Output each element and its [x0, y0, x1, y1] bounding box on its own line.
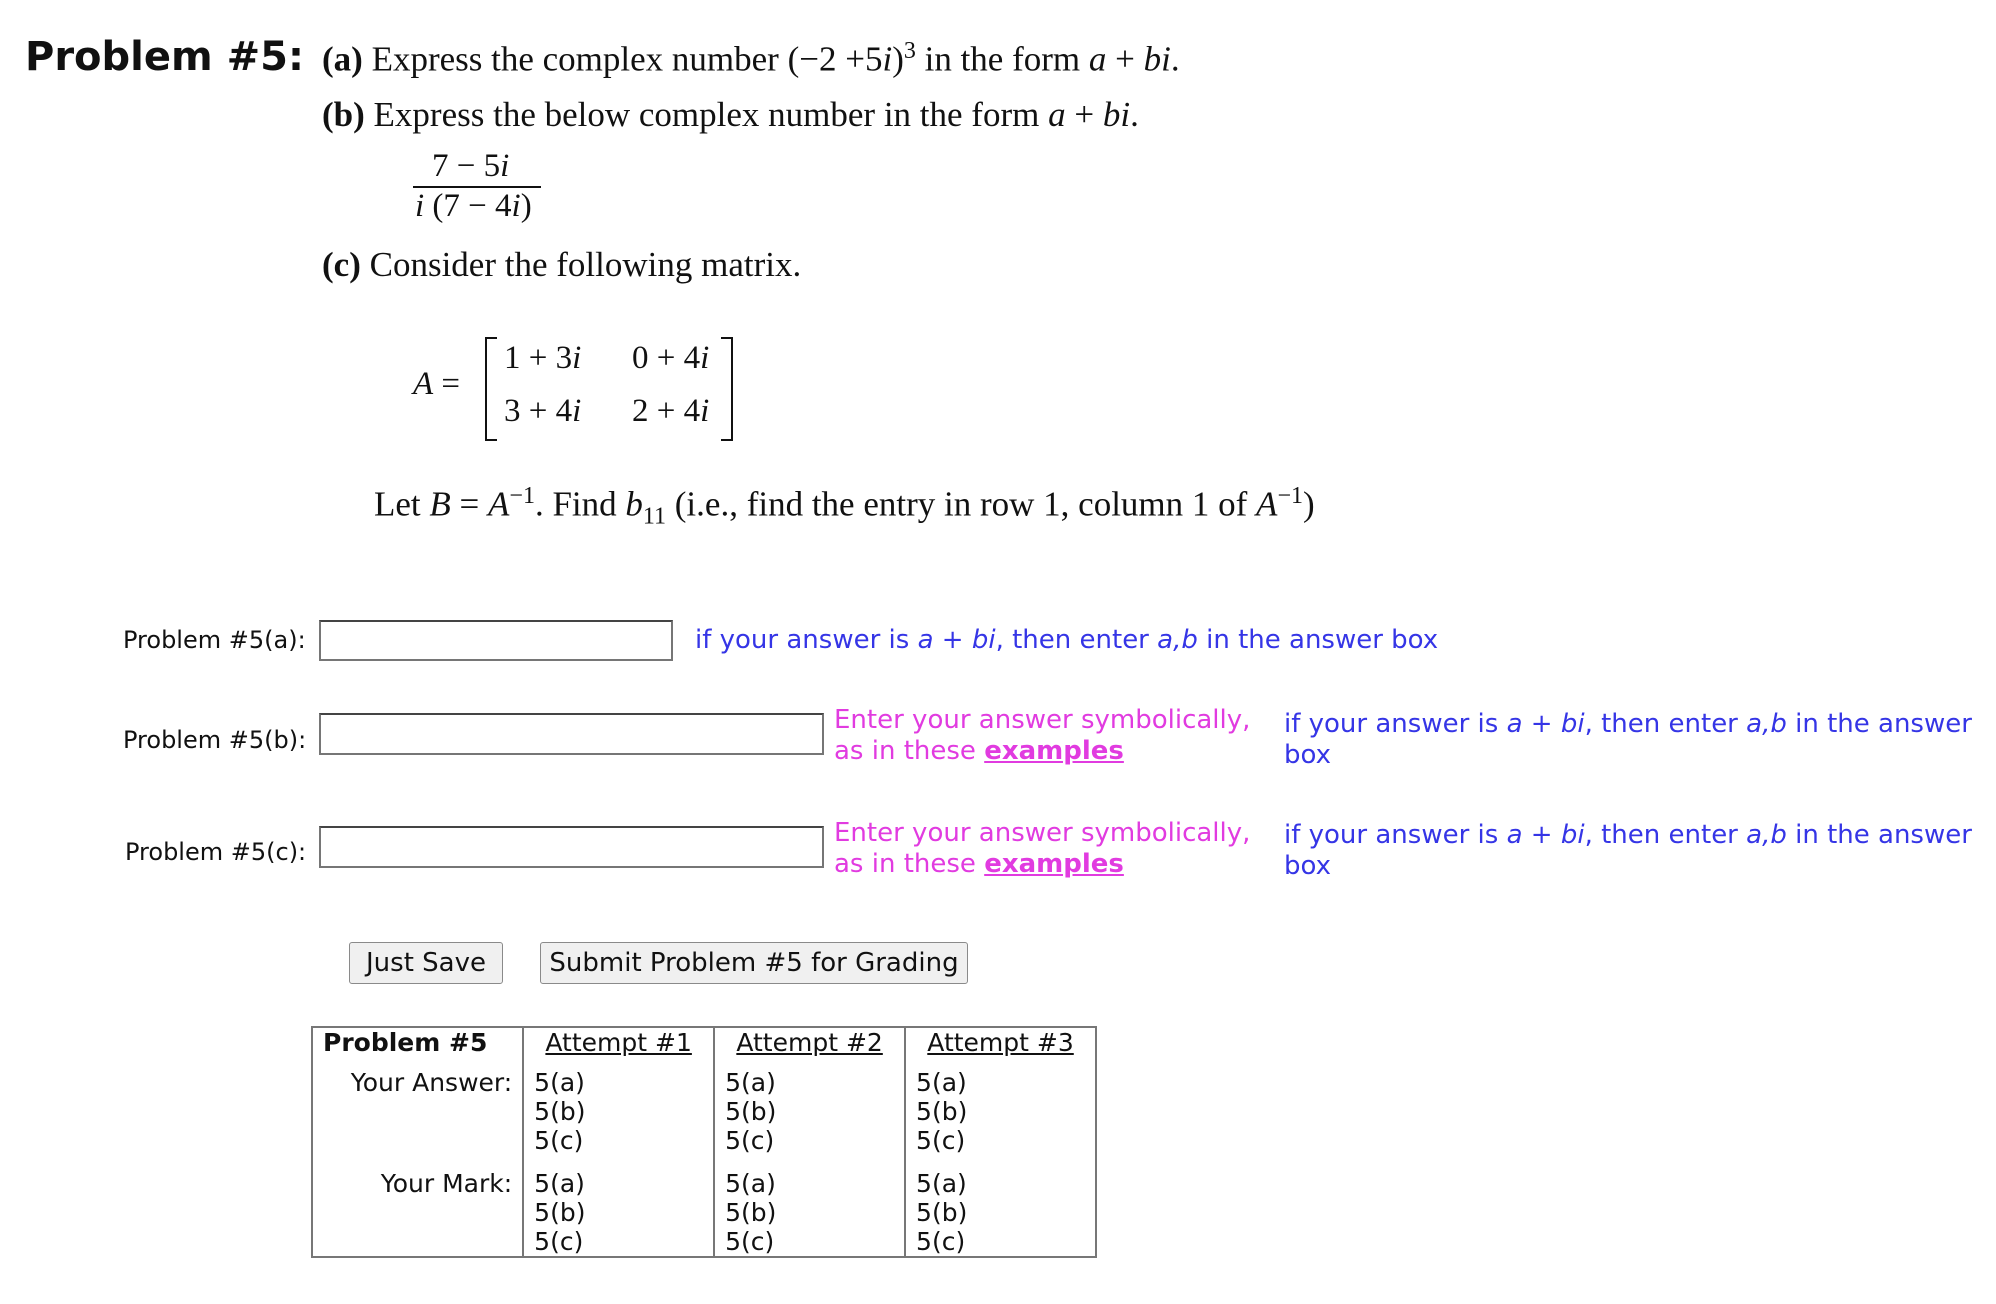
table-row: [312, 1169, 1096, 1257]
table-header-problem: Problem #5: [323, 1028, 488, 1057]
answer-a-input[interactable]: [319, 620, 673, 661]
matrix-right-bracket: [721, 337, 733, 441]
answer-c-label: Problem #5(c):: [125, 838, 307, 866]
your-mark-label: Your Mark:: [380, 1169, 513, 1198]
table-row: [312, 1068, 1096, 1169]
your-answer-label: Your Answer:: [350, 1068, 513, 1097]
answer-c-examples-link[interactable]: examples: [984, 849, 1124, 879]
answer-c-symbolic-hint: Enter your answer symbolically, as in these examples: [834, 818, 1251, 879]
just-save-button[interactable]: Just Save: [349, 942, 503, 984]
answer-b-symbolic-hint: Enter your answer symbolically, as in these examples: [834, 705, 1251, 766]
submit-grading-button[interactable]: Submit Problem #5 for Grading: [540, 942, 968, 984]
attempts-table: [311, 1026, 1097, 1258]
answer-c-hint: if your answer is a + bi, then enter a,b in the answer box: [1284, 820, 1972, 881]
fraction-denominator: i (7 − 4i): [415, 188, 532, 224]
part-a-question: (a) Express the complex number $(-2 +5i)^3$ in the form a + bi.: [322, 38, 1180, 79]
attempt-1-link[interactable]: Attempt #1: [545, 1028, 692, 1057]
answer-b-label: Problem #5(b):: [123, 726, 307, 754]
matrix-left-bracket: [485, 337, 497, 441]
attempt-2-marks: 5(a) 5(b) 5(c): [714, 1169, 905, 1257]
attempt-1-answers: 5(a) 5(b) 5(c): [523, 1068, 714, 1169]
matrix-cell-12: 0 + 4i: [632, 340, 710, 376]
attempt-2-answers: 5(a) 5(b) 5(c): [714, 1068, 905, 1169]
problem-title: Problem #5:: [25, 34, 304, 80]
attempt-3-answers: 5(a) 5(b) 5(c): [905, 1068, 1096, 1169]
attempt-2-link[interactable]: Attempt #2: [736, 1028, 883, 1057]
answer-b-examples-link[interactable]: examples: [984, 736, 1124, 766]
attempt-3-marks: 5(a) 5(b) 5(c): [905, 1169, 1096, 1257]
attempt-1-marks: 5(a) 5(b) 5(c): [523, 1169, 714, 1257]
matrix-cell-21: 3 + 4i: [504, 393, 582, 429]
matrix-cell-11: 1 + 3i: [504, 340, 582, 376]
answer-a-hint: if your answer is a + bi, then enter a,b in the answer box: [695, 625, 1439, 655]
fraction-numerator: 7 − 5i: [432, 148, 510, 184]
attempt-3-link[interactable]: Attempt #3: [927, 1028, 1074, 1057]
part-b-question: (b) Express the below complex number in the form a + bi.: [322, 95, 1139, 134]
part-c-question: (c) Consider the following matrix.: [322, 245, 802, 284]
part-c-instruction: Let $B = A^{-1}$. Find $b_{11}$ (i.e., find the entry in row 1, column 1 of $A^{-1}$): [374, 483, 1315, 530]
answer-b-input[interactable]: [319, 713, 824, 755]
matrix-label: A =: [413, 366, 461, 402]
answer-c-input[interactable]: [319, 826, 824, 868]
matrix-cell-22: 2 + 4i: [632, 393, 710, 429]
answer-b-hint: if your answer is a + bi, then enter a,b in the answer box: [1284, 709, 1972, 770]
answer-a-label: Problem #5(a):: [123, 626, 306, 654]
